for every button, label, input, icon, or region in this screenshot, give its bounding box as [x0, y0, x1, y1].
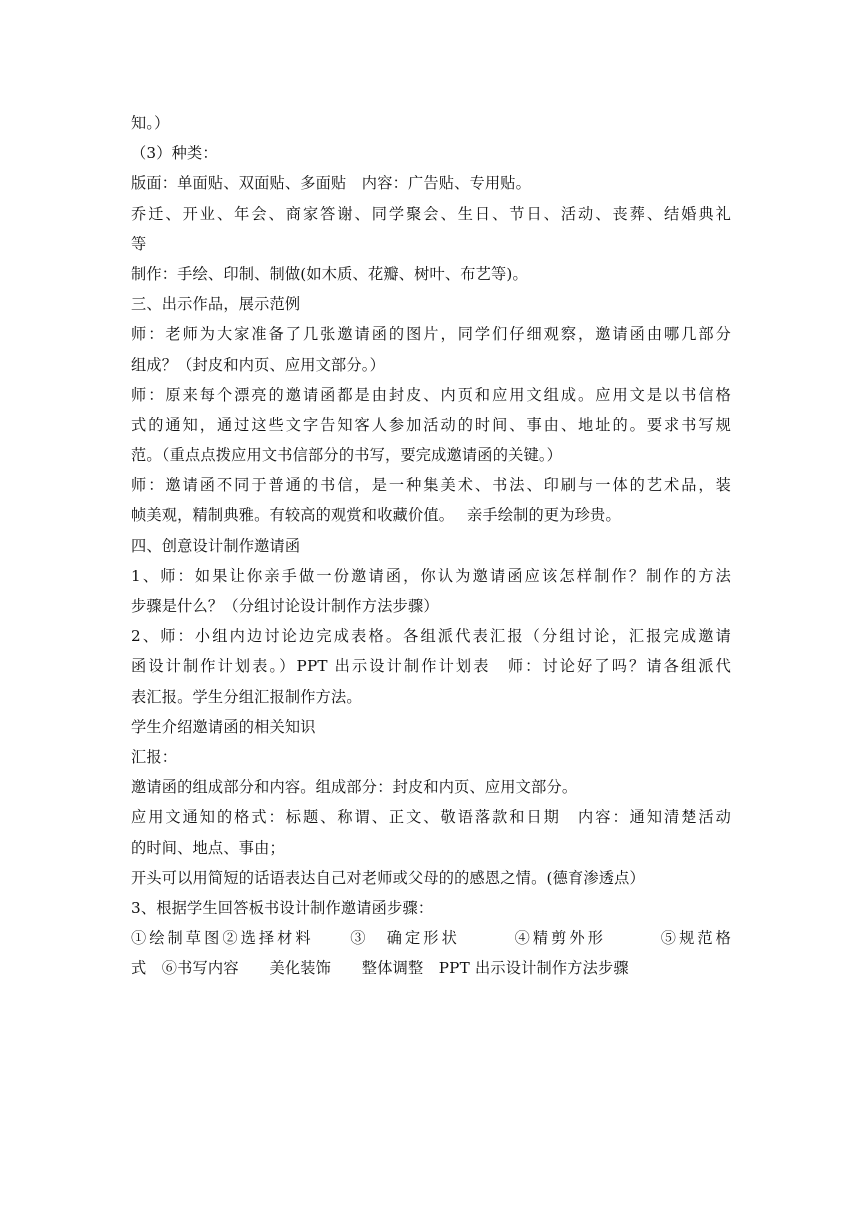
text-line: 式的通知，通过这些文字告知客人参加活动的时间、事由、地址的。要求书写规: [131, 415, 731, 434]
text-line: 组成？（封皮和内页、应用文部分。）: [131, 355, 385, 374]
section-heading: 三、出示作品，展示范例: [131, 295, 301, 314]
text-line: 3、根据学生回答板书设计制作邀请函步骤：: [131, 898, 434, 917]
text-line: 帧美观，精制典雅。有较高的观赏和收藏价值。 亲手绘制的更为珍贵。: [131, 506, 621, 525]
text-line: 师：邀请函不同于普通的书信，是一种集美术、书法、印刷与一体的艺术品，装: [131, 476, 731, 495]
text-line: 2、师：小组内边讨论边完成表格。各组派代表汇报（分组讨论，汇报完成邀请: [131, 627, 731, 646]
text-line: 师：老师为大家准备了几张邀请函的图片，同学们仔细观察，邀请函由哪几部分: [131, 325, 731, 344]
text-line: 乔迁、开业、年会、商家答谢、同学聚会、生日、节日、活动、丧葬、结婚典礼: [131, 204, 731, 223]
text-line: 范。（重点点拨应用文书信部分的书写，要完成邀请函的关键。）: [131, 446, 563, 465]
text-line: 汇报：: [131, 747, 178, 766]
text-line: 学生介绍邀请函的相关知识: [131, 717, 316, 736]
text-line: 邀请函的组成部分和内容。组成部分：封皮和内页、应用文部分。: [131, 778, 578, 797]
text-line: 表汇报。学生分组汇报制作方法。: [131, 687, 362, 706]
text-line: （3）种类：: [131, 144, 218, 163]
text-line: 师：原来每个漂亮的邀请函都是由封皮、内页和应用文组成。应用文是以书信格: [131, 385, 731, 404]
text-line: 版面：单面贴、双面贴、多面贴 内容：广告贴、专用贴。: [131, 174, 532, 193]
section-heading: 四、创意设计制作邀请函: [131, 536, 301, 555]
text-line: 制作：手绘、印制、制做(如木质、花瓣、树叶、布艺等)。: [131, 264, 528, 283]
text-line: 应用文通知的格式：标题、称谓、正文、敬语落款和日期 内容：通知清楚活动: [131, 808, 731, 827]
text-line: 知。）: [131, 114, 170, 132]
text-line: 函设计制作计划表。）PPT 出示设计制作计划表 师：讨论好了吗？请各组派代: [131, 657, 731, 676]
document-page: [131, 108, 731, 983]
text-line: 1、师：如果让你亲手做一份邀请函，你认为邀请函应该怎样制作？制作的方法: [131, 566, 731, 585]
text-line: 式 ⑥书写内容 美化装饰 整体调整 PPT 出示设计制作方法步骤: [131, 959, 629, 978]
text-line: ①绘制草图②选择材料 ③ 确定形状 ④精剪外形 ⑤规范格: [131, 929, 731, 948]
text-line: 开头可以用简短的话语表达自己对老师或父母的的感恩之情。(德育渗透点）: [131, 868, 645, 887]
text-line: 的时间、地点、事由；: [131, 838, 285, 857]
text-line: 步骤是什么？（分组讨论设计制作方法步骤）: [131, 597, 439, 615]
text-line: 等: [131, 234, 147, 253]
